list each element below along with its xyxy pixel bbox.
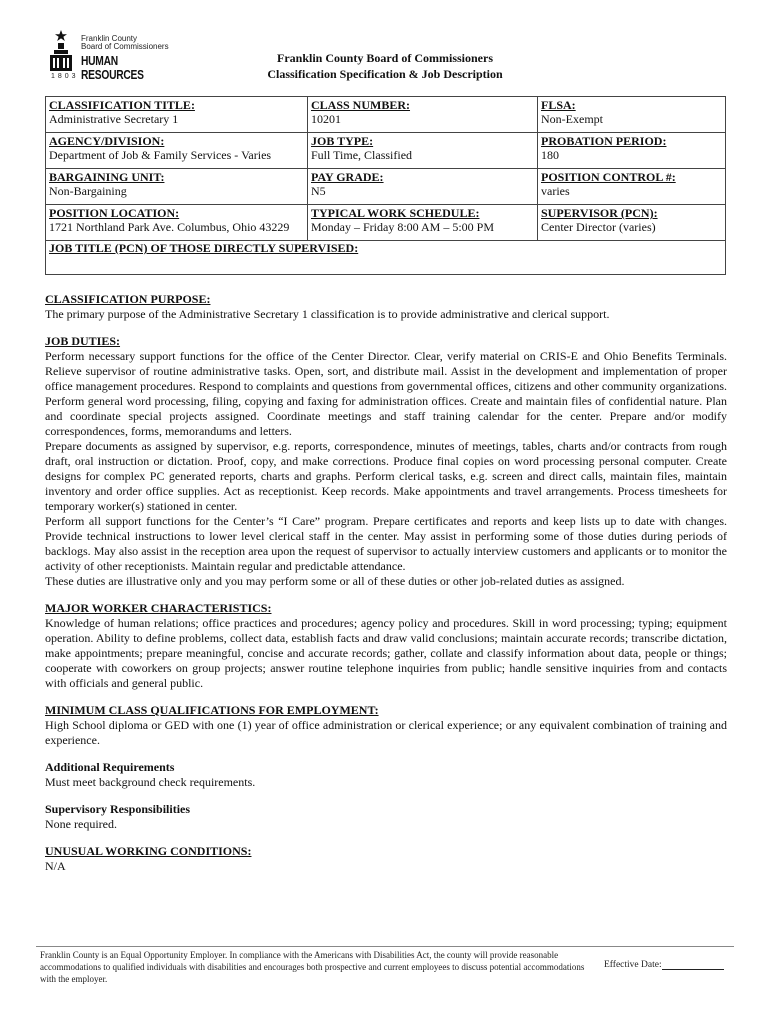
effective-date-label: Effective Date:: [604, 960, 662, 970]
eeo-statement: Franklin County is an Equal Opportunity Employer. In compliance with the Americans with Disabilities Act, the county will provide reasonable accommodations to qualified individuals with disabilities and encourages both prospective and current employees to discuss potential accommodations with the employer.: [40, 950, 585, 984]
field-label: TYPICAL WORK SCHEDULE:: [311, 206, 480, 220]
section-heading: MINIMUM CLASS QUALIFICATIONS FOR EMPLOYMENT:: [45, 703, 379, 717]
cell-flsa: [538, 97, 726, 133]
field-value: Non-Exempt: [541, 112, 603, 126]
field-label: JOB TYPE:: [311, 134, 374, 148]
cell-supervisor: [538, 205, 726, 241]
logo-department: HUMAN RESOURCES: [81, 54, 144, 82]
logo-org-line1: Franklin County: [81, 34, 138, 43]
section-qualifications: [45, 703, 727, 748]
cell-position-control: [538, 169, 726, 205]
section-job-duties: [45, 334, 727, 589]
cell-probation-period: [538, 133, 726, 169]
field-label: POSITION CONTROL #:: [541, 170, 676, 184]
section-text: N/A: [45, 859, 66, 873]
table-row: [46, 169, 726, 205]
duties-paragraph: These duties are illustrative only and you may perform some or all of these duties or other job-related duties as assigned.: [45, 574, 625, 588]
field-label: CLASS NUMBER:: [311, 98, 411, 112]
duties-paragraph: Perform necessary support functions for the office of the Center Director. Clear, verify material on CRIS-E and Ohio Benefits Terminals. Relieve supervisor of routine administrative tasks. Open, sort, and distribute mail. Assist in the development and implementation of proper office management procedures. Respond to complaints and questions from governmental offices, citizens and other community organizations. Perform general word processing, filing, copying and faxing for administration offices. Create and maintain files of confidential nature. Plan and coordinate special projects assigned. Coordinate meetings and staff training calendar for the center. Prepare and/or modify correspondences, forms, memorandums and letters.: [45, 349, 727, 438]
field-value: 180: [541, 148, 559, 162]
duties-paragraph: Prepare documents as assigned by supervisor, e.g. reports, correspondence, minutes of meetings, tables, charts and/or contracts from rough draft, oral instruction or dictation. Proof, copy, and make corrections. Produce final copies on word processing personal computer. Create designs for complex PC generated reports, charts and graphs. Perform clerical tasks, e.g. screen and direct calls, maintain files, maintain inventory and order office supplies. Act as receptionist. Keep records. Make appointments and travel arrangements. Process timesheets for temporary worker(s) stationed in center.: [45, 439, 727, 513]
section-text: The primary purpose of the Administrative Secretary 1 classification is to provide administrative and clerical support.: [45, 307, 610, 321]
field-label: FLSA:: [541, 98, 576, 112]
field-label: PAY GRADE:: [311, 170, 384, 184]
section-heading: MAJOR WORKER CHARACTERISTICS:: [45, 601, 272, 615]
field-value: Administrative Secretary 1: [49, 112, 179, 126]
cell-job-type: [308, 133, 538, 169]
cell-work-schedule: [308, 205, 538, 241]
table-row: [46, 133, 726, 169]
table-row: [46, 241, 726, 275]
field-value: 1721 Northland Park Ave. Columbus, Ohio 43229: [49, 220, 290, 234]
document-subtitle: Classification Specification & Job Description: [267, 67, 503, 81]
section-additional-requirements: [45, 760, 727, 790]
section-heading: UNUSUAL WORKING CONDITIONS:: [45, 844, 252, 858]
section-heading: Additional Requirements: [45, 760, 175, 774]
effective-date: [604, 960, 724, 970]
section-heading: JOB DUTIES:: [45, 334, 121, 348]
table-row: [46, 97, 726, 133]
field-value: Full Time, Classified: [311, 148, 413, 162]
cell-class-number: [308, 97, 538, 133]
section-working-conditions: [45, 844, 727, 874]
section-text: Knowledge of human relations; office practices and procedures; agency policy and procedures. Skill in word processing; typing; equipment operation. Ability to define problems, collect data, establish facts and draw valid conclusions; maintain accurate records; transcribe dictation, make appointments; prepare meaningful, concise and accurate records; gather, collate and classify information about data, people or things; cooperate with coworkers on group projects; answer routine telephone inquiries from public; handle sensitive inquiries from and contacts with officials and general public.: [45, 616, 727, 690]
section-supervisory-responsibilities: [45, 802, 727, 832]
duties-paragraph: Perform all support functions for the Center’s “I Care” program. Prepare certificates and reports and keep lists up to date with changes. Provide technical instructions to lower level clerical staff in the center. May assist in performing some of those duties during periods of backlogs. May also assist in the reception area upon the request of supervisor to actually interview customers and applicants or to monitor the activity of other receptionists. Maintain regular and predictable attendance.: [45, 514, 727, 573]
cell-pay-grade: [308, 169, 538, 205]
field-label: PROBATION PERIOD:: [541, 134, 667, 148]
field-label: SUPERVISOR (PCN):: [541, 206, 658, 220]
logo-year: 1803: [51, 73, 79, 80]
section-text: None required.: [45, 817, 117, 831]
field-label: JOB TITLE (PCN) OF THOSE DIRECTLY SUPERVISED:: [49, 241, 359, 255]
field-value: 10201: [311, 112, 341, 126]
cell-directly-supervised: [46, 241, 726, 275]
cell-agency-division: [46, 133, 308, 169]
classification-table: [45, 96, 726, 275]
logo-org-line2: Board of Commissioners: [81, 42, 169, 51]
document-body: [45, 292, 727, 874]
field-value: Non-Bargaining: [49, 184, 127, 198]
cell-position-location: [46, 205, 308, 241]
document-title: Franklin County Board of Commissioners: [276, 51, 494, 65]
field-value: Monday – Friday 8:00 AM – 5:00 PM: [311, 220, 495, 234]
field-value: Department of Job & Family Services - Varies: [49, 148, 272, 162]
cell-classification-title: [46, 97, 308, 133]
field-value: varies: [541, 184, 570, 198]
effective-date-blank: [662, 960, 724, 970]
section-text: Must meet background check requirements.: [45, 775, 256, 789]
section-purpose: [45, 292, 727, 322]
cell-bargaining-unit: [46, 169, 308, 205]
field-value: N5: [311, 184, 326, 198]
field-value: Center Director (varies): [541, 220, 656, 234]
field-label: CLASSIFICATION TITLE:: [49, 98, 195, 112]
section-heading: Supervisory Responsibilities: [45, 802, 191, 816]
section-heading: CLASSIFICATION PURPOSE:: [45, 292, 211, 306]
section-text: High School diploma or GED with one (1) year of office administration or clerical experience; or any equivalent combination of training and experience.: [45, 718, 727, 747]
field-label: AGENCY/DIVISION:: [49, 134, 165, 148]
field-label: BARGAINING UNIT:: [49, 170, 165, 184]
section-worker-characteristics: [45, 601, 727, 691]
footer-divider: [36, 946, 734, 947]
table-row: [46, 205, 726, 241]
field-label: POSITION LOCATION:: [49, 206, 180, 220]
